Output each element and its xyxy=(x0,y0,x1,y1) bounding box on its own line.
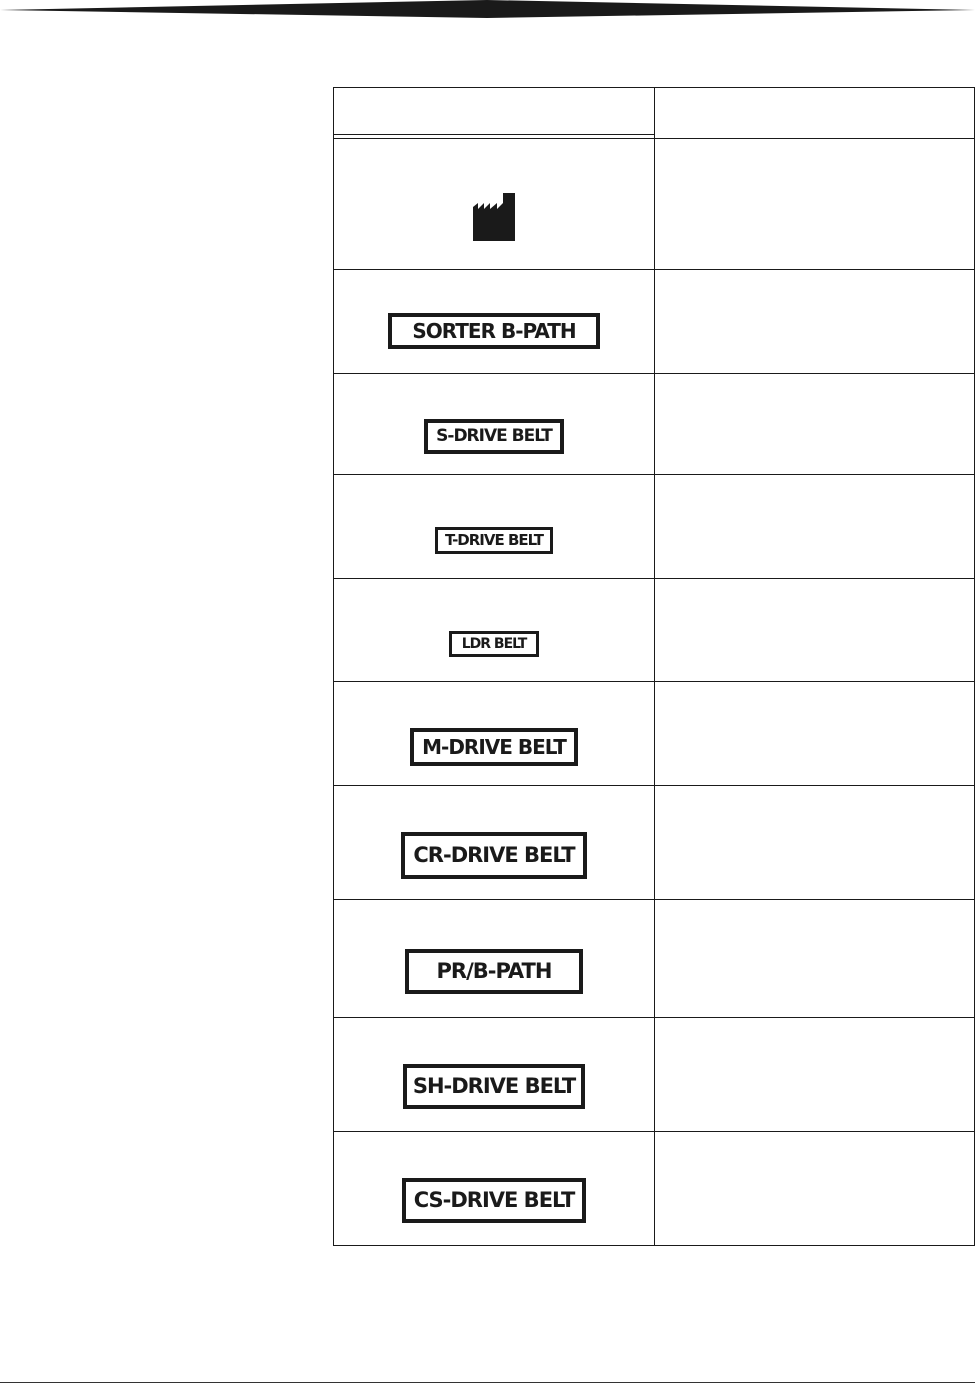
cs-drive-belt-label: CS-DRIVE BELT xyxy=(402,1178,587,1223)
table-header-row xyxy=(334,88,975,139)
t-drive-belt-label: T-DRIVE BELT xyxy=(435,527,553,554)
ldr-belt-label: LDR BELT xyxy=(449,631,540,657)
symbol-cell xyxy=(334,1132,655,1246)
cr-drive-belt-label: CR-DRIVE BELT xyxy=(401,832,586,879)
header-description-cell xyxy=(655,88,975,139)
table-row xyxy=(334,682,975,786)
description-cell xyxy=(655,139,975,270)
description-cell xyxy=(655,579,975,682)
symbol-cell xyxy=(334,270,655,374)
manufacturer-factory-icon xyxy=(473,191,515,241)
description-cell xyxy=(655,1132,975,1246)
sh-drive-belt-label: SH-DRIVE BELT xyxy=(403,1064,585,1109)
table-row xyxy=(334,900,975,1018)
description-cell xyxy=(655,475,975,579)
description-cell xyxy=(655,682,975,786)
table-row xyxy=(334,786,975,900)
bottom-rule xyxy=(0,1382,975,1383)
m-drive-belt-label: M-DRIVE BELT xyxy=(410,728,578,766)
table-row xyxy=(334,1132,975,1246)
symbol-cell xyxy=(334,900,655,1018)
top-rule xyxy=(0,0,975,20)
symbol-cell xyxy=(334,139,655,270)
symbol-cell xyxy=(334,475,655,579)
description-cell xyxy=(655,786,975,900)
table-row xyxy=(334,579,975,682)
symbol-cell xyxy=(334,374,655,475)
description-cell xyxy=(655,900,975,1018)
description-cell xyxy=(655,1018,975,1132)
table-row xyxy=(334,270,975,374)
pr-b-path-label: PR/B-PATH xyxy=(405,949,584,994)
table-row xyxy=(334,475,975,579)
symbol-cell xyxy=(334,1018,655,1132)
description-cell xyxy=(655,270,975,374)
s-drive-belt-label: S-DRIVE BELT xyxy=(424,419,564,454)
description-cell xyxy=(655,374,975,475)
symbol-table xyxy=(333,87,975,1246)
sorter-b-path-label: SORTER B-PATH xyxy=(388,313,599,349)
table-row xyxy=(334,1018,975,1132)
table-row xyxy=(334,139,975,270)
header-symbol-cell xyxy=(334,88,655,139)
table-row xyxy=(334,374,975,475)
symbol-cell xyxy=(334,786,655,900)
symbol-cell xyxy=(334,682,655,786)
symbol-cell xyxy=(334,579,655,682)
